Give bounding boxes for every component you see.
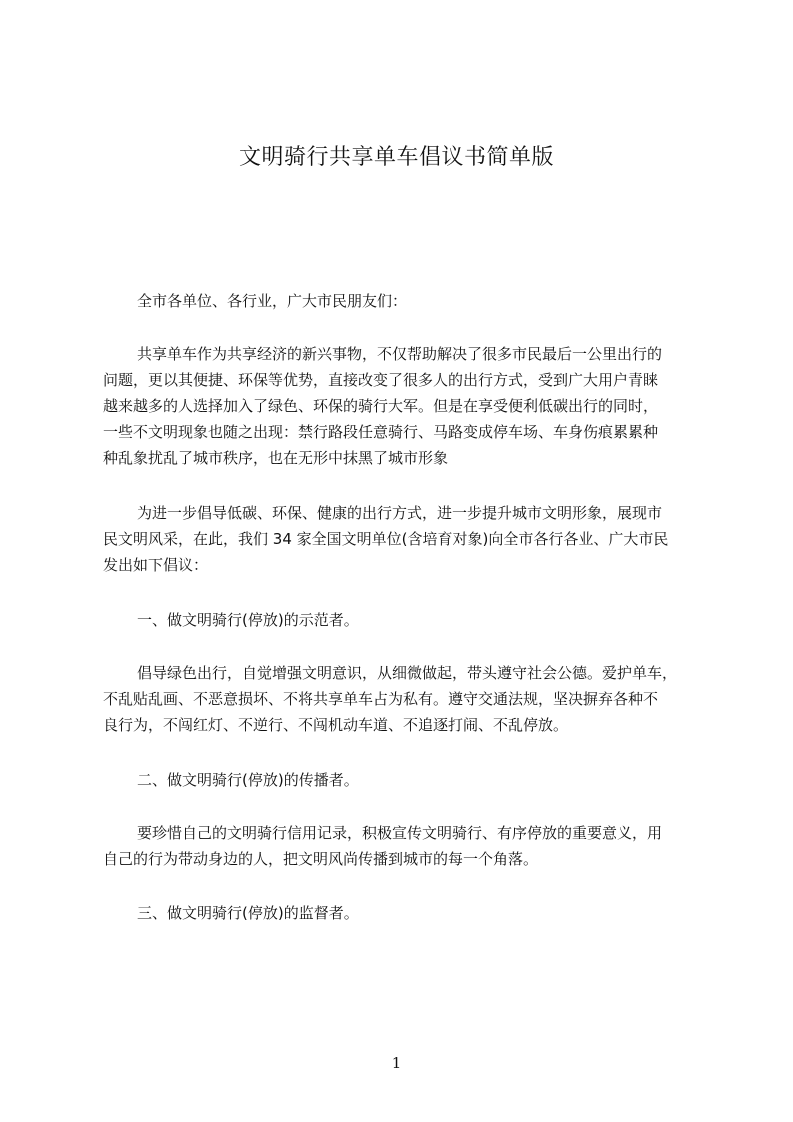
- page-number: 1: [391, 1054, 402, 1072]
- paragraph-intro: [103, 341, 697, 471]
- paragraph-line: 发出如下倡议：: [103, 556, 209, 574]
- salutation: [103, 288, 697, 314]
- paragraph-line: 民文明风采，在此，我们 34 家全国文明单位(含培育对象)向全市各行各业、广大市民: [103, 530, 669, 548]
- paragraph-line: 越来越多的人选择加入了绿色、环保的骑行大军。但是在享受便利低碳出行的同时，: [103, 397, 659, 415]
- paragraph-line: 为进一步倡导低碳、环保、健康的出行方式，进一步提升城市文明形象，展现市: [137, 504, 663, 522]
- salutation-text: 全市各单位、各行业，广大市民朋友们：: [137, 292, 408, 310]
- paragraph-line: 不乱贴乱画、不恶意损坏、不将共享单车占为私有。遵守交通法规，坚决摒弃各种不: [103, 690, 659, 708]
- paragraph-line: 良行为，不闯红灯、不逆行、不闯机动车道、不追逐打闹、不乱停放。: [103, 716, 569, 734]
- section-heading-3: [103, 900, 697, 926]
- paragraph-line: 自己的行为带动身边的人，把文明风尚传播到城市的每一个角落。: [103, 850, 539, 868]
- paragraph-example: [103, 660, 697, 738]
- document-title: 文明骑行共享单车倡议书简单版: [238, 145, 554, 170]
- section-heading-1: [103, 607, 697, 633]
- section-heading-text: 一、做文明骑行(停放)的示范者。: [137, 611, 359, 629]
- paragraph-line: 问题，更以其便捷、环保等优势，直接改变了很多人的出行方式，受到广大用户青睐: [103, 371, 659, 389]
- paragraph-line: 倡导绿色出行，自觉增强文明意识，从细微做起，带头遵守社会公德。爱护单车，: [137, 664, 678, 682]
- paragraph-line: 要珍惜自己的文明骑行信用记录，积极宣传文明骑行、有序停放的重要意义，用: [137, 824, 663, 842]
- section-heading-2: [103, 767, 697, 793]
- section-heading-text: 二、做文明骑行(停放)的传播者。: [137, 771, 359, 789]
- paragraph-line: 种乱象扰乱了城市秩序，也在无形中抹黑了城市形象: [103, 449, 449, 467]
- paragraph-proposal: [103, 500, 697, 578]
- paragraph-line: 一些不文明现象也随之出现：禁行路段任意骑行、马路变成停车场、车身伤痕累累种: [103, 423, 659, 441]
- section-heading-text: 三、做文明骑行(停放)的监督者。: [137, 904, 359, 922]
- paragraph-line: 共享单车作为共享经济的新兴事物，不仅帮助解决了很多市民最后一公里出行的: [137, 345, 663, 363]
- paragraph-spread: [103, 820, 697, 872]
